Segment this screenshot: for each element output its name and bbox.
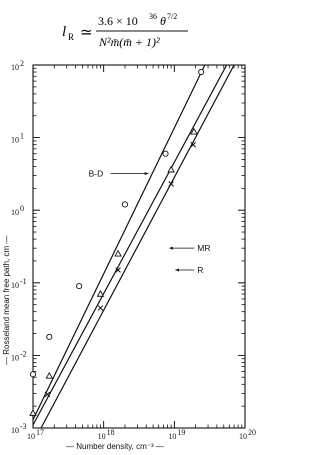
formula-approx-sign: ≃ (80, 25, 93, 41)
formula-lhs-subscript: R (68, 32, 75, 42)
y-tick-exponent: 2 (20, 59, 24, 68)
label-r: R (197, 265, 204, 276)
x-tick-exponent: 17 (36, 428, 44, 437)
formula-numerator: 3.6 × 10 (98, 14, 138, 28)
label-mr: MR (197, 243, 211, 254)
data-point-triangle (46, 373, 52, 378)
x-axis-label: — Number density, cm⁻³ — (66, 442, 164, 451)
y-tick-exponent: 1 (20, 131, 24, 141)
data-point-circle (199, 69, 204, 74)
data-point-triangle (30, 410, 36, 415)
series-line-b-d (33, 65, 205, 420)
x-tick-exponent: 19 (177, 428, 186, 437)
label-bd: B-D (88, 168, 104, 179)
data-point-circle (163, 151, 168, 156)
plot-frame (33, 65, 245, 428)
chart (0, 59, 256, 451)
y-tick-exponent: 0 (20, 204, 24, 214)
data-point-circle (30, 372, 35, 377)
chart-svg (0, 59, 256, 451)
formula-theta: θ (160, 14, 166, 28)
y-tick-exponent: -3 (20, 422, 27, 431)
x-tick-label: 10 (239, 432, 247, 441)
data-point-triangle (115, 251, 121, 256)
data-point-triangle (97, 291, 103, 296)
y-tick-label: 10 (11, 63, 19, 72)
formula-numerator-exponent: 36 (149, 12, 157, 21)
leader-bd-head (145, 172, 149, 175)
data-point-circle (77, 284, 82, 289)
x-tick-label: 10 (97, 432, 106, 441)
data-point-circle (47, 334, 52, 339)
y-tick-exponent: -2 (20, 349, 27, 359)
y-tick-label: 10 (11, 135, 19, 145)
formula-theta-exponent: 7/2 (167, 12, 178, 21)
formula (0, 0, 254, 62)
y-tick-label: 10 (11, 208, 19, 218)
x-tick-exponent: 20 (248, 428, 256, 437)
y-tick-label: 10 (11, 280, 19, 290)
x-tick-exponent: 18 (106, 428, 115, 437)
data-point-triangle (168, 167, 174, 172)
formula-denominator: N²m̄(m̄ + 1)² (99, 35, 160, 49)
leader-r-head (175, 268, 179, 271)
y-tick-exponent: -1 (20, 276, 27, 286)
leader-mr-head (169, 247, 173, 250)
y-axis-label: — Rosseland mean free path, cm — (2, 235, 11, 365)
formula-svg (0, 0, 254, 62)
y-tick-label: 10 (11, 353, 19, 363)
data-point-circle (122, 202, 127, 207)
x-tick-label: 10 (27, 432, 35, 441)
formula-lhs: l (62, 24, 67, 40)
x-tick-label: 10 (168, 432, 177, 441)
y-tick-label: 10 (11, 426, 19, 435)
